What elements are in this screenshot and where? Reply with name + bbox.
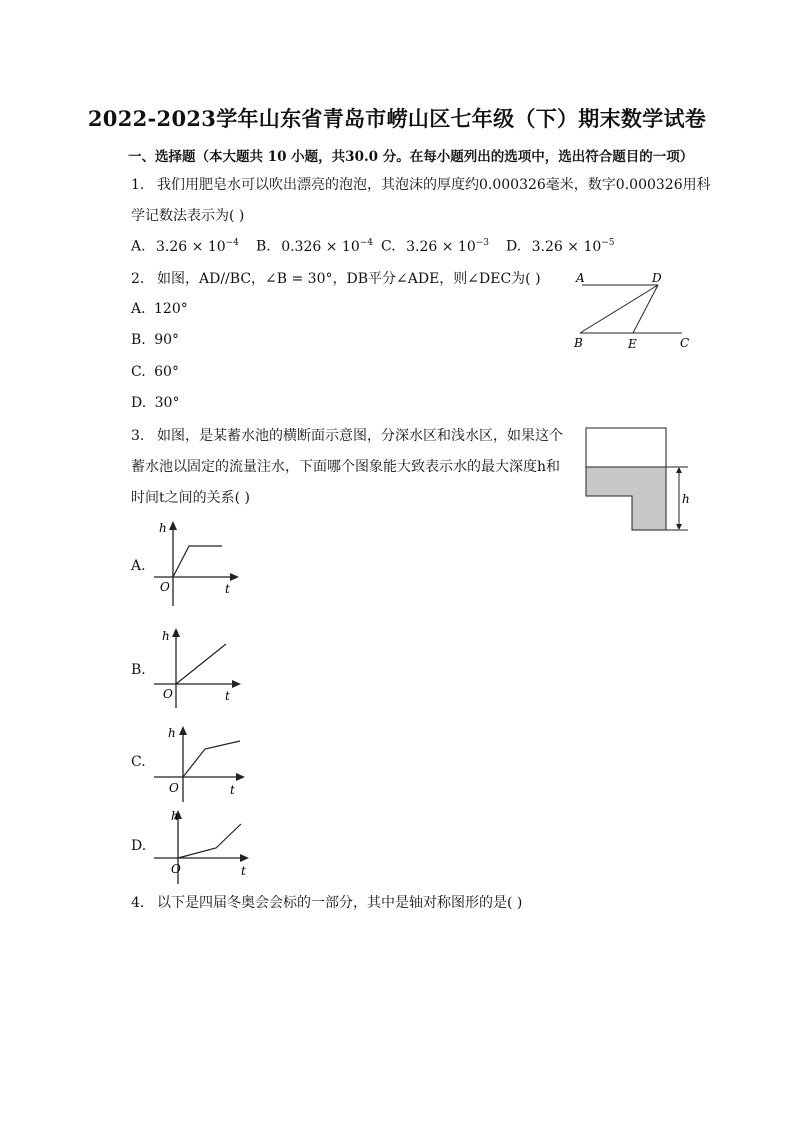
origin-label: O [171, 862, 181, 876]
label-c: C [680, 336, 690, 350]
q1-option-a[interactable] [131, 238, 239, 255]
x-label: t [225, 582, 230, 596]
y-label: h [168, 726, 176, 740]
curve [178, 824, 241, 858]
question-1-number: 1. [131, 177, 145, 193]
q2-option-b-label: B. [131, 332, 146, 348]
q2-geometry-figure [570, 268, 695, 354]
x-arrow [236, 773, 245, 781]
q1-option-a-exp: −4 [225, 238, 239, 248]
question-3 [131, 426, 563, 446]
section-heading: 一、选择题（本大题共 10 小题，共30.0 分。在每小题列出的选项中，选出符合题目的一项） [128, 149, 694, 165]
question-3-line1: 如图，是某蓄水池的横断面示意图，分深水区和浅水区，如果这个 [157, 428, 563, 444]
q2-option-a[interactable] [131, 301, 188, 317]
q1-option-c[interactable] [381, 238, 489, 255]
q1-option-d-value: 3.26 × 10 [531, 238, 602, 255]
q1-option-a-label: A. [131, 238, 146, 255]
q3-option-a-label[interactable]: A. [131, 558, 146, 574]
origin-label: O [160, 580, 170, 594]
q2-option-a-value: 120° [154, 301, 188, 317]
label-d: D [652, 271, 662, 285]
q2-option-a-label: A. [131, 301, 146, 317]
x-label: t [230, 783, 235, 797]
x-arrow [240, 854, 249, 862]
question-1-line2: 学记数法表示为( ) [131, 208, 245, 224]
x-arrow [232, 680, 241, 688]
q3-option-b-graph [150, 624, 245, 710]
q3-option-c-label[interactable]: C. [131, 754, 146, 770]
q2-option-b-value: 90° [154, 332, 180, 348]
q3-pool-figure [584, 426, 694, 534]
line-bd [580, 285, 658, 333]
y-arrow [179, 726, 187, 735]
question-4-text: 以下是四届冬奥会会标的一部分，其中是轴对称图形的是( ) [157, 895, 523, 911]
q3-option-d-label[interactable]: D. [131, 838, 147, 854]
question-4 [131, 893, 522, 913]
question-1 [131, 175, 711, 195]
q2-option-c-label: C. [131, 364, 146, 380]
q2-option-d[interactable] [131, 395, 179, 411]
y-arrow [172, 628, 180, 637]
curve [176, 644, 226, 684]
label-e: E [628, 337, 637, 351]
question-2 [131, 269, 541, 289]
question-3-line2: 蓄水池以固定的流量注水，下面哪个图象能大致表示水的最大深度h和 [131, 459, 561, 475]
q1-option-a-value: 3.26 × 10 [156, 238, 226, 255]
q2-option-b[interactable] [131, 332, 179, 348]
arrow-down [676, 524, 682, 530]
curve [183, 741, 240, 777]
q1-option-c-value: 3.26 × 10 [406, 238, 476, 255]
curve [173, 546, 222, 577]
q1-option-b-exp: −4 [359, 238, 374, 248]
q1-option-b-value: 0.326 × 10 [281, 238, 360, 255]
x-label: t [225, 689, 230, 703]
q2-option-d-value: 30° [154, 395, 180, 411]
label-a: A [576, 271, 585, 285]
x-label: t [241, 864, 246, 878]
q3-option-d-graph [150, 806, 255, 884]
question-2-number: 2. [131, 271, 145, 287]
y-label: h [162, 629, 170, 643]
water-area [586, 467, 666, 530]
q1-option-d-exp: −5 [601, 238, 615, 248]
question-3-number: 3. [131, 428, 145, 444]
q1-option-b-label: B. [256, 238, 271, 255]
h-label: h [682, 492, 690, 506]
q1-option-d-label: D. [506, 238, 522, 255]
q2-option-c-value: 60° [154, 364, 179, 380]
q3-option-b-label[interactable]: B. [131, 662, 146, 678]
q1-option-d[interactable] [506, 238, 615, 255]
q2-option-d-label: D. [131, 395, 147, 411]
x-arrow [230, 573, 239, 581]
q1-option-c-exp: −3 [475, 238, 490, 248]
question-3-line3: 时间t之间的关系( ) [131, 490, 250, 506]
q3-option-a-graph [150, 518, 245, 610]
q1-option-b[interactable] [256, 238, 373, 255]
y-label: h [171, 809, 179, 823]
q2-option-c[interactable] [131, 364, 179, 380]
q3-option-c-graph [150, 722, 250, 802]
origin-label: O [163, 687, 173, 701]
q1-option-c-label: C. [381, 238, 396, 255]
y-label: h [159, 521, 167, 535]
y-arrow [169, 521, 177, 530]
question-1-line1: 我们用肥皂水可以吹出漂亮的泡泡，其泡沫的厚度约0.000326毫米，数字0.000326用科 [157, 177, 711, 193]
arrow-up [676, 467, 682, 473]
label-b: B [574, 336, 583, 350]
question-4-number: 4. [131, 895, 145, 911]
page-title: 2022-2023学年山东省青岛市崂山区七年级（下）期末数学试卷 [87, 106, 707, 131]
origin-label: O [169, 781, 179, 795]
question-2-text: 如图，AD//BC，∠B = 30°，DB平分∠ADE，则∠DEC为( ) [157, 271, 541, 287]
